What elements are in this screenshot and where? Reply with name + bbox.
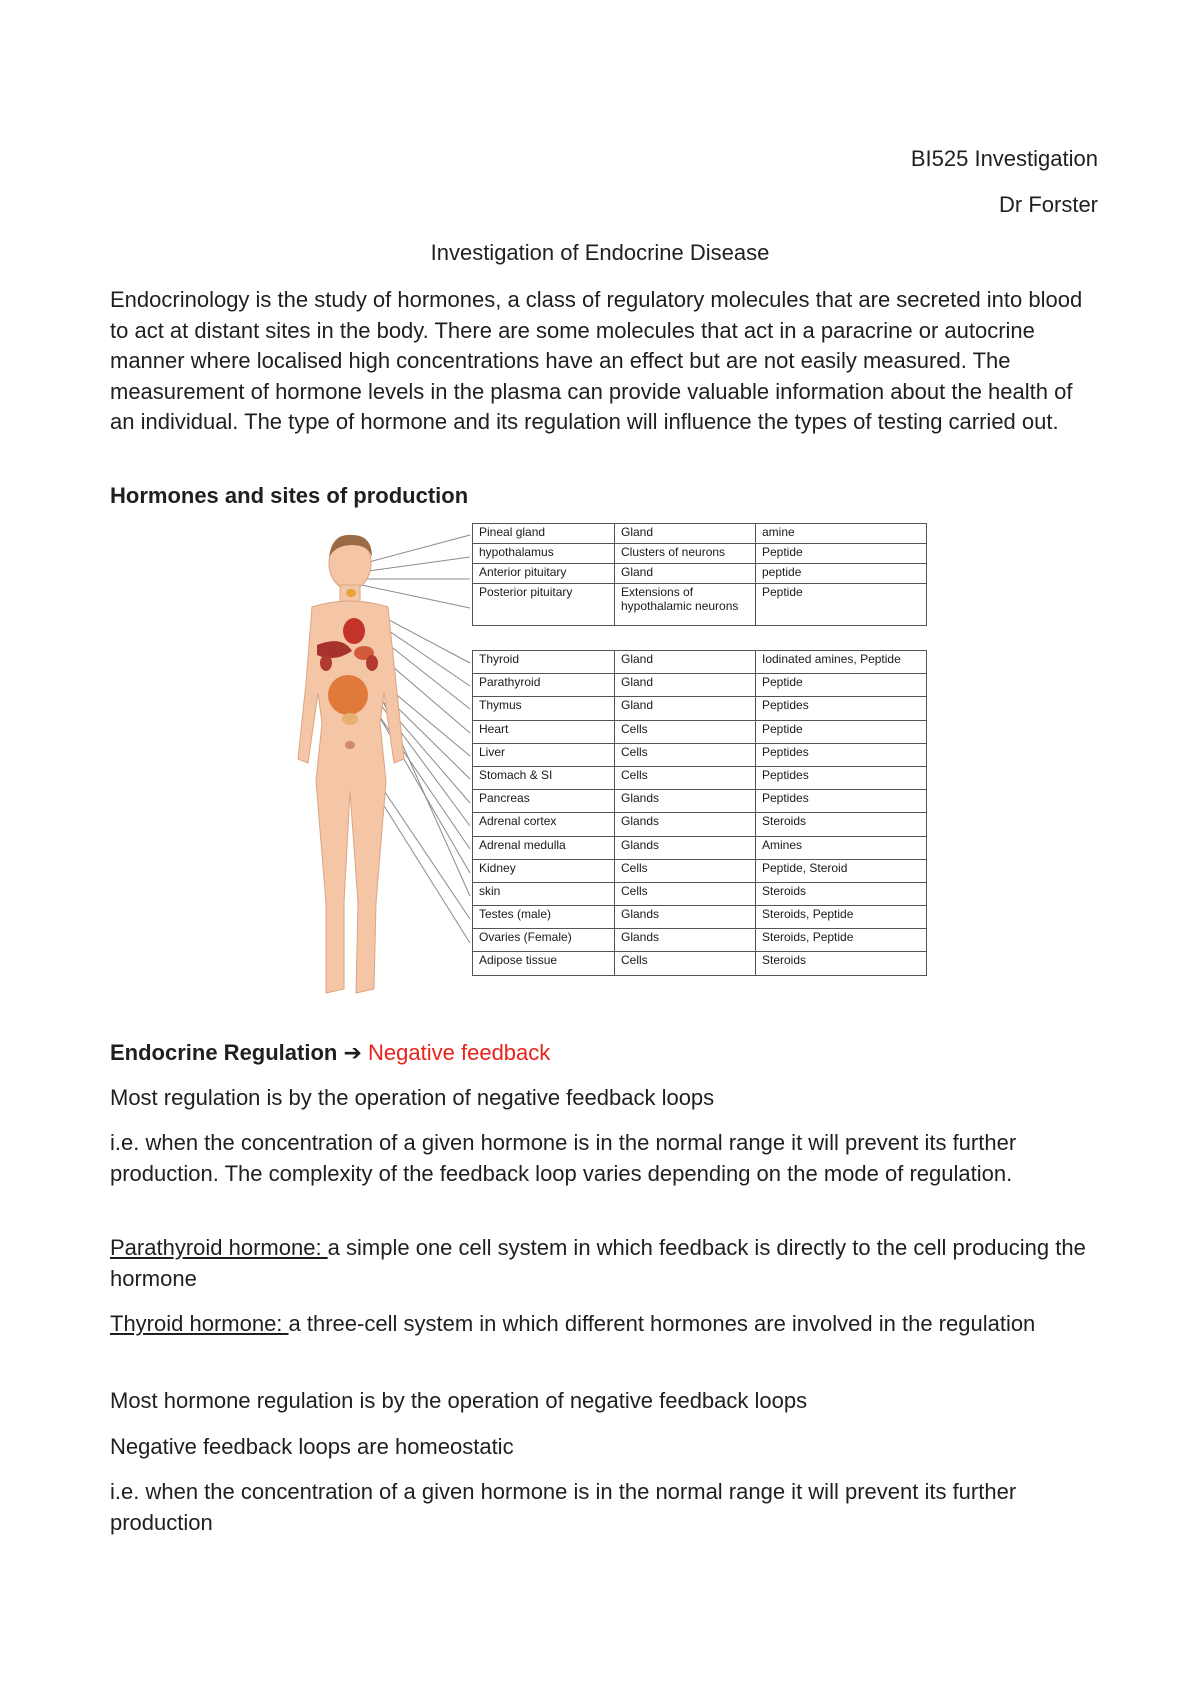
hormones-heading: Hormones and sites of production <box>110 483 469 508</box>
regulation-paragraph-7: i.e. when the concentration of a given hormone is in the normal range it will prevent its further production <box>110 1479 1017 1535</box>
table-row <box>473 720 927 743</box>
thyroid-paragraph <box>110 1309 1095 1340</box>
table-cell: Steroids <box>756 882 927 905</box>
author-name: Dr Forster <box>999 192 1098 217</box>
table-row <box>473 544 927 564</box>
arrow-right-icon: ➔ <box>343 1040 362 1065</box>
intro-paragraph: Endocrinology is the study of hormones, a class of regulatory molecules that are secreted into blood to act at distant sites in the body. There are some molecules that act in a paracrine or autocrine manner where localised high concentrations have an effect but are not easily measured. The measurement of hormone levels in the plasma can provide valuable information about the health of an individual. The type of hormone and its regulation will influence the types of testing carried out. <box>110 287 1083 434</box>
body-silhouette <box>298 536 404 993</box>
table-cell: Steroids, Peptide <box>756 906 927 929</box>
table-cell: Thymus <box>473 697 615 720</box>
table-cell: amine <box>756 524 927 544</box>
hormone-table-top <box>472 523 927 626</box>
table-cell: Adipose tissue <box>473 952 615 975</box>
table-cell: Peptide <box>756 674 927 697</box>
table-cell: Glands <box>615 929 756 952</box>
table-cell: Peptide <box>756 720 927 743</box>
table-cell: Cells <box>615 766 756 789</box>
regulation-paragraph-5: Most hormone regulation is by the operation of negative feedback loops <box>110 1388 808 1413</box>
parathyroid-paragraph <box>110 1233 1095 1294</box>
table-cell: peptide <box>756 564 927 584</box>
table-cell: Anterior pituitary <box>473 564 615 584</box>
table-cell: Iodinated amines, Peptide <box>756 651 927 674</box>
table-cell: Adrenal cortex <box>473 813 615 836</box>
table-cell: Gland <box>615 564 756 584</box>
hormone-table-bottom <box>472 650 927 976</box>
regulation-heading-text: Endocrine Regulation <box>110 1040 338 1065</box>
regulation-heading <box>110 1040 550 1066</box>
table-cell: Kidney <box>473 859 615 882</box>
thyroid-label: Thyroid hormone: <box>110 1311 289 1336</box>
table-cell: Cells <box>615 882 756 905</box>
table-row <box>473 882 927 905</box>
table-row <box>473 813 927 836</box>
table-cell: Posterior pituitary <box>473 584 615 626</box>
table-row <box>473 790 927 813</box>
course-code: BI525 Investigation <box>910 146 1098 171</box>
endocrine-figure <box>272 523 932 1005</box>
table-row <box>473 766 927 789</box>
table-cell: Heart <box>473 720 615 743</box>
table-row <box>473 584 927 626</box>
table-cell: Peptide <box>756 544 927 564</box>
table-row <box>473 524 927 544</box>
table-cell: Steroids <box>756 952 927 975</box>
table-cell: Cells <box>615 743 756 766</box>
table-cell: Peptide, Steroid <box>756 859 927 882</box>
regulation-paragraph-6: Negative feedback loops are homeostatic <box>110 1434 514 1459</box>
table-cell: Peptides <box>756 697 927 720</box>
table-cell: Clusters of neurons <box>615 544 756 564</box>
table-cell: Glands <box>615 836 756 859</box>
table-cell: Peptide <box>756 584 927 626</box>
table-cell: Pancreas <box>473 790 615 813</box>
table-cell: Glands <box>615 813 756 836</box>
table-row <box>473 697 927 720</box>
table-cell: Amines <box>756 836 927 859</box>
table-cell: Adrenal medulla <box>473 836 615 859</box>
table-cell: Cells <box>615 952 756 975</box>
table-cell: Peptides <box>756 743 927 766</box>
table-cell: Cells <box>615 859 756 882</box>
table-cell: Stomach & SI <box>473 766 615 789</box>
parathyroid-text: a simple one cell system in which feedback is directly to the cell producing the hormone <box>110 1235 1086 1291</box>
table-cell: Ovaries (Female) <box>473 929 615 952</box>
regulation-paragraph-1: Most regulation is by the operation of negative feedback loops <box>110 1085 715 1110</box>
table-row <box>473 743 927 766</box>
table-cell: hypothalamus <box>473 544 615 564</box>
table-row <box>473 651 927 674</box>
table-cell: Gland <box>615 524 756 544</box>
table-cell: Peptides <box>756 766 927 789</box>
table-cell: Cells <box>615 720 756 743</box>
negative-feedback-label: Negative feedback <box>368 1040 551 1065</box>
table-cell: Peptides <box>756 790 927 813</box>
parathyroid-label: Parathyroid hormone: <box>110 1235 328 1260</box>
table-cell: Glands <box>615 906 756 929</box>
table-cell: Liver <box>473 743 615 766</box>
table-row <box>473 836 927 859</box>
table-cell: Gland <box>615 651 756 674</box>
document-title: Investigation of Endocrine Disease <box>430 240 770 265</box>
regulation-paragraph-2: i.e. when the concentration of a given hormone is in the normal range it will prevent its further production. The complexity of the feedback loop varies depending on the mode of regulation. <box>110 1130 1017 1186</box>
human-body-illustration <box>272 523 472 1005</box>
table-cell: Testes (male) <box>473 906 615 929</box>
thyroid-text: a three-cell system in which different hormones are involved in the regulation <box>288 1311 1036 1336</box>
table-row <box>473 859 927 882</box>
table-row <box>473 929 927 952</box>
table-cell: Extensions of hypothalamic neurons <box>615 584 756 626</box>
table-cell: Gland <box>615 674 756 697</box>
table-row <box>473 906 927 929</box>
table-cell: Gland <box>615 697 756 720</box>
table-cell: skin <box>473 882 615 905</box>
table-cell: Thyroid <box>473 651 615 674</box>
table-cell: Parathyroid <box>473 674 615 697</box>
table-row <box>473 674 927 697</box>
table-cell: Glands <box>615 790 756 813</box>
table-cell: Steroids <box>756 813 927 836</box>
table-row <box>473 952 927 975</box>
table-cell: Steroids, Peptide <box>756 929 927 952</box>
table-row <box>473 564 927 584</box>
table-cell: Pineal gland <box>473 524 615 544</box>
